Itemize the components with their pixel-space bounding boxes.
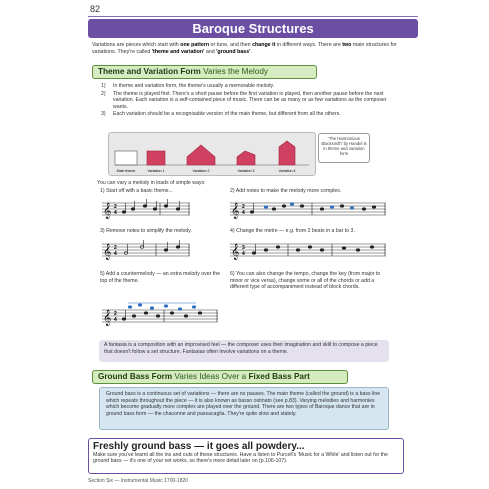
heading-rest: Varies Ideas Over a bbox=[172, 372, 249, 381]
variation-1-block bbox=[147, 151, 165, 165]
main-theme-block bbox=[115, 151, 137, 165]
freshly-box bbox=[88, 438, 404, 474]
item-number: 1) bbox=[101, 83, 106, 89]
intro-text bbox=[92, 42, 416, 56]
music-staff bbox=[100, 301, 220, 331]
treble-clef-icon: 𝄞 bbox=[103, 310, 112, 326]
freshly-body: Make sure you've learnt all the ins and outs of these structures. Have a listen to Purcell's 'Music for a While' and listen out for the ground bass — it's one of your set works, so there's more detail later on (p.106-107). bbox=[93, 452, 388, 465]
diagram-label: Variation 4 bbox=[278, 169, 296, 173]
item-text: Add a countermelody — an extra melody over the top of the theme. bbox=[100, 271, 220, 284]
item-number: 3) bbox=[101, 111, 106, 118]
note-head bbox=[192, 306, 196, 309]
time-sig-top: 2 bbox=[114, 204, 117, 210]
note-head bbox=[170, 312, 174, 315]
time-sig-bottom: 4 bbox=[114, 251, 117, 257]
variation-diagram bbox=[108, 132, 316, 176]
item-text: Each variation should be a recognisable version of the main theme, but different from all the others. bbox=[113, 111, 341, 118]
diagram-label: Main theme bbox=[116, 169, 136, 173]
item-number: 2) bbox=[101, 90, 106, 97]
item-text: Add notes to make the melody more complex. bbox=[235, 188, 342, 194]
ways-intro: You can vary a melody in loads of simple ways: bbox=[97, 180, 206, 186]
note-head bbox=[296, 249, 300, 252]
note-head bbox=[138, 304, 142, 307]
note-head bbox=[370, 246, 374, 249]
note-head bbox=[150, 307, 154, 310]
page-title: Baroque Structures bbox=[88, 19, 418, 38]
intro-bold: 'theme and variation' bbox=[151, 49, 205, 55]
way-4 bbox=[230, 228, 400, 235]
staff-4 bbox=[228, 238, 388, 267]
heading-bold: Theme and Variation Form bbox=[98, 67, 201, 76]
treble-clef-icon: 𝄞 bbox=[103, 203, 112, 219]
staff-2 bbox=[228, 197, 388, 226]
item-text: Start off with a basic theme... bbox=[106, 188, 173, 194]
note-head bbox=[308, 246, 312, 249]
time-sig-bottom: 4 bbox=[114, 210, 117, 216]
intro-part: and bbox=[204, 49, 217, 55]
note-head bbox=[131, 208, 135, 211]
theme-section-heading bbox=[92, 65, 317, 79]
intro-part: . bbox=[250, 49, 252, 55]
intro-part: Variations are pieces which start with bbox=[92, 42, 181, 48]
list-item bbox=[101, 111, 401, 118]
page-number: 82 bbox=[90, 4, 101, 14]
note-head bbox=[372, 206, 376, 209]
intro-bold: change it bbox=[252, 42, 276, 48]
note-head bbox=[176, 246, 180, 249]
treble-clef-icon: 𝄞 bbox=[231, 203, 240, 219]
time-sig-top: 2 bbox=[242, 204, 245, 210]
time-sig-bottom: 4 bbox=[242, 210, 245, 216]
intro-bold: one pattern bbox=[180, 42, 210, 48]
footer: Section Six — Instrumental Music 1700-1820 bbox=[88, 478, 189, 484]
heading-rest: Varies the Melody bbox=[200, 67, 269, 76]
ground-bass-box: Ground bass is a continuous set of variations — there are no pauses. The main theme (called the ground) is a bass line which repeats throughout the piece — it is also known as basso ostinato (see p.83). Varying melodies and harmonies which become gradually more complex are played over the ground. There are two types of Baroque dance that are in ground bass form — the chaconne and passacaglia. They're quite slow and stately. bbox=[99, 387, 389, 430]
staff-5 bbox=[100, 301, 220, 336]
note-head bbox=[122, 211, 126, 214]
variation-3-block bbox=[237, 151, 255, 165]
staff-3 bbox=[100, 238, 192, 267]
item-number: 1) bbox=[100, 188, 105, 194]
item-text: Remove notes to simplify the melody. bbox=[106, 228, 192, 234]
note-head bbox=[340, 205, 344, 208]
note-head bbox=[320, 208, 324, 211]
intro-bold: 'ground bass' bbox=[216, 49, 251, 55]
intro-part: or tune, and then bbox=[209, 42, 253, 48]
theme-points bbox=[101, 83, 401, 119]
note-head bbox=[350, 207, 354, 210]
time-sig-top: 2 bbox=[114, 311, 117, 317]
note-head bbox=[342, 247, 346, 250]
note-head bbox=[176, 208, 180, 211]
note-head bbox=[153, 208, 157, 211]
item-text: The theme is played first. There's a short pause before the first variation is played, then another pause before the next variation. Each variation is a self-contained piece of music. There can be as many or as few variations as the composer wants. bbox=[113, 90, 387, 110]
music-staff bbox=[100, 197, 192, 221]
item-number: 4) bbox=[230, 228, 235, 234]
note-head bbox=[320, 249, 324, 252]
note-head bbox=[144, 312, 148, 315]
fantasia-box: A fantasia is a composition with an improvised feel — the composer uses their imagination and skill to compose a piece that doesn't follow a set structure. Fantasias often involve variations on a theme. bbox=[99, 340, 389, 362]
heading-bold: Ground Bass Form bbox=[98, 372, 173, 381]
way-3 bbox=[100, 228, 230, 235]
note-head bbox=[276, 246, 280, 249]
time-sig-top: 3 bbox=[242, 245, 245, 251]
note-head bbox=[164, 249, 168, 252]
item-text: You can also change the tempo, change the key (from major to minor or vice versa), change some or all of the chords or add a different type of accompaniment instead of block chords. bbox=[230, 271, 381, 291]
intro-part: main structures for variations. They're called bbox=[92, 42, 397, 55]
note-head bbox=[164, 305, 168, 308]
notation-group bbox=[124, 240, 189, 256]
treble-clef-icon: 𝄞 bbox=[231, 244, 240, 260]
note-head bbox=[290, 203, 294, 206]
item-number: 6) bbox=[230, 271, 235, 277]
diagram-label: Variation 2 bbox=[192, 169, 210, 173]
item-number: 2) bbox=[230, 188, 235, 194]
note-head bbox=[300, 205, 304, 208]
way-5 bbox=[100, 271, 220, 284]
note-head bbox=[264, 206, 268, 209]
intro-part: in different ways. There are bbox=[275, 42, 343, 48]
note-head bbox=[250, 211, 254, 214]
note-head bbox=[272, 208, 276, 211]
item-text: In theme and variation form, the theme's usually a memorable melody. bbox=[113, 83, 275, 89]
freshly-title: Freshly ground bass — it goes all powdery... bbox=[93, 441, 305, 452]
intro-bold: two bbox=[342, 42, 352, 48]
note-head bbox=[264, 249, 268, 252]
note-head bbox=[164, 205, 168, 208]
item-number: 3) bbox=[100, 228, 105, 234]
list-item bbox=[101, 91, 401, 111]
note-head bbox=[252, 252, 256, 255]
heading-bold: Fixed Bass Part bbox=[248, 372, 310, 381]
list-item bbox=[101, 83, 401, 90]
time-sig-top: 2 bbox=[114, 245, 117, 251]
time-sig-bottom: 4 bbox=[242, 251, 245, 257]
note-head bbox=[184, 315, 188, 318]
diagram-label: Variation 1 bbox=[147, 169, 165, 173]
note-head bbox=[282, 205, 286, 208]
notation-group bbox=[128, 303, 196, 310]
variation-diagram-svg bbox=[109, 133, 317, 177]
way-6 bbox=[230, 271, 390, 291]
time-sig-bottom: 4 bbox=[114, 317, 117, 323]
item-number: 5) bbox=[100, 271, 105, 277]
top-rule bbox=[88, 16, 418, 17]
note-head bbox=[330, 206, 334, 209]
staff-1 bbox=[100, 197, 192, 226]
note-head bbox=[198, 312, 202, 315]
music-staff bbox=[228, 238, 388, 262]
variation-4-block bbox=[279, 141, 295, 165]
note-head bbox=[128, 306, 132, 309]
note-head bbox=[132, 315, 136, 318]
note-head bbox=[156, 315, 160, 318]
note-head bbox=[356, 249, 360, 252]
music-staff bbox=[100, 238, 192, 262]
treble-clef-icon: 𝄞 bbox=[103, 244, 112, 260]
music-staff bbox=[228, 197, 388, 221]
note-head bbox=[122, 318, 126, 321]
note-head bbox=[143, 205, 147, 208]
variation-2-block bbox=[187, 145, 215, 165]
note-head bbox=[178, 308, 182, 311]
notation-group bbox=[122, 199, 189, 215]
ground-section-heading bbox=[92, 370, 348, 384]
handel-callout: 'The Harmonious Blacksmith' by Handel is in theme and variation form bbox=[318, 133, 370, 163]
way-2 bbox=[230, 188, 400, 195]
item-text: Change the metre — e.g. from 2 beats in a bar to 3. bbox=[236, 228, 355, 234]
diagram-label: Variation 3 bbox=[237, 169, 255, 173]
note-head bbox=[362, 208, 366, 211]
way-1 bbox=[100, 188, 220, 195]
